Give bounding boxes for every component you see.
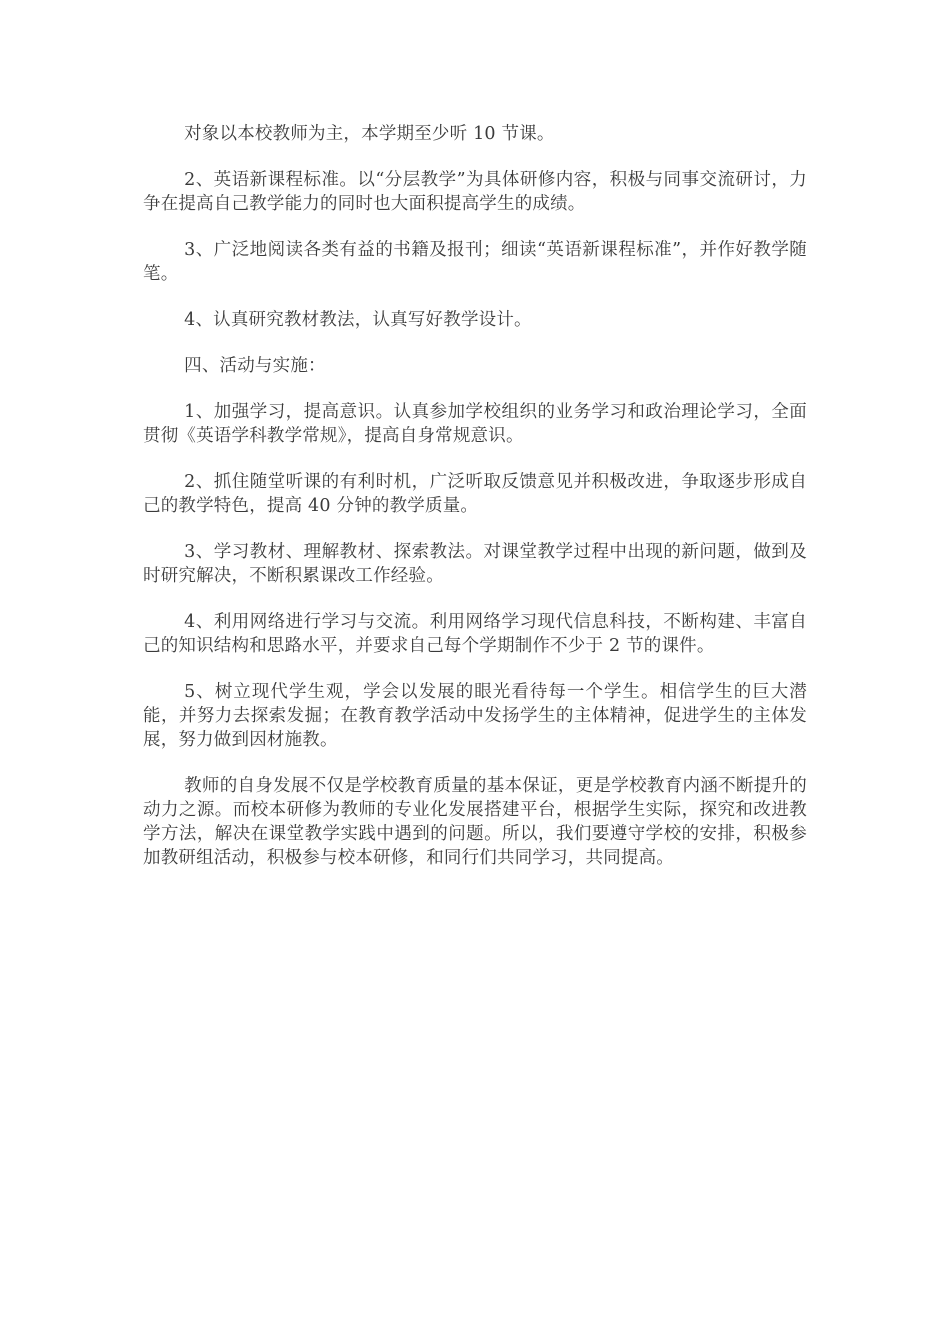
paragraph-activity-1: 1、加强学习，提高意识。认真参加学校组织的业务学习和政治理论学习，全面贯彻《英语学科教学常规》，提高自身常规意识。: [143, 402, 807, 446]
paragraph-activity-2: 2、抓住随堂听课的有利时机，广泛听取反馈意见并积极改进，争取逐步形成自己的教学特色，提高 40 分钟的教学质量。: [143, 472, 807, 516]
document-body: [143, 122, 807, 892]
paragraph-intro-listening: 对象以本校教师为主，本学期至少听 10 节课。: [184, 124, 555, 144]
paragraph-item-3-reading: 3、广泛地阅读各类有益的书籍及报刊；细读“英语新课程标准”，并作好教学随笔。: [143, 240, 807, 284]
paragraph-activity-3: 3、学习教材、理解教材、探索教法。对课堂教学过程中出现的新问题，做到及时研究解决，不断积累课改工作经验。: [143, 542, 807, 586]
paragraph-item-2-curriculum: 2、英语新课程标准。以“分层教学”为具体研修内容，积极与同事交流研讨，力争在提高自己教学能力的同时也大面积提高学生的成绩。: [143, 170, 807, 214]
paragraph-conclusion: 教师的自身发展不仅是学校教育质量的基本保证，更是学校教育内涵不断提升的动力之源。而校本研修为教师的专业化发展搭建平台，根据学生实际，探究和改进教学方法，解决在课堂教学实践中遇到的问题。所以，我们要遵守学校的安排，积极参加教研组活动，积极参与校本研修，和同行们共同学习，共同提高。: [143, 776, 807, 868]
section-heading-activities: 四、活动与实施：: [184, 356, 326, 376]
paragraph-item-4-textbook: 4、认真研究教材教法，认真写好教学设计。: [184, 310, 532, 330]
paragraph-activity-5: 5、树立现代学生观，学会以发展的眼光看待每一个学生。相信学生的巨大潜能，并努力去探索发掘；在教育教学活动中发扬学生的主体精神，促进学生的主体发展，努力做到因材施教。: [143, 682, 807, 750]
paragraph-activity-4: 4、利用网络进行学习与交流。利用网络学习现代信息科技，不断构建、丰富自己的知识结构和思路水平，并要求自己每个学期制作不少于 2 节的课件。: [143, 612, 807, 656]
